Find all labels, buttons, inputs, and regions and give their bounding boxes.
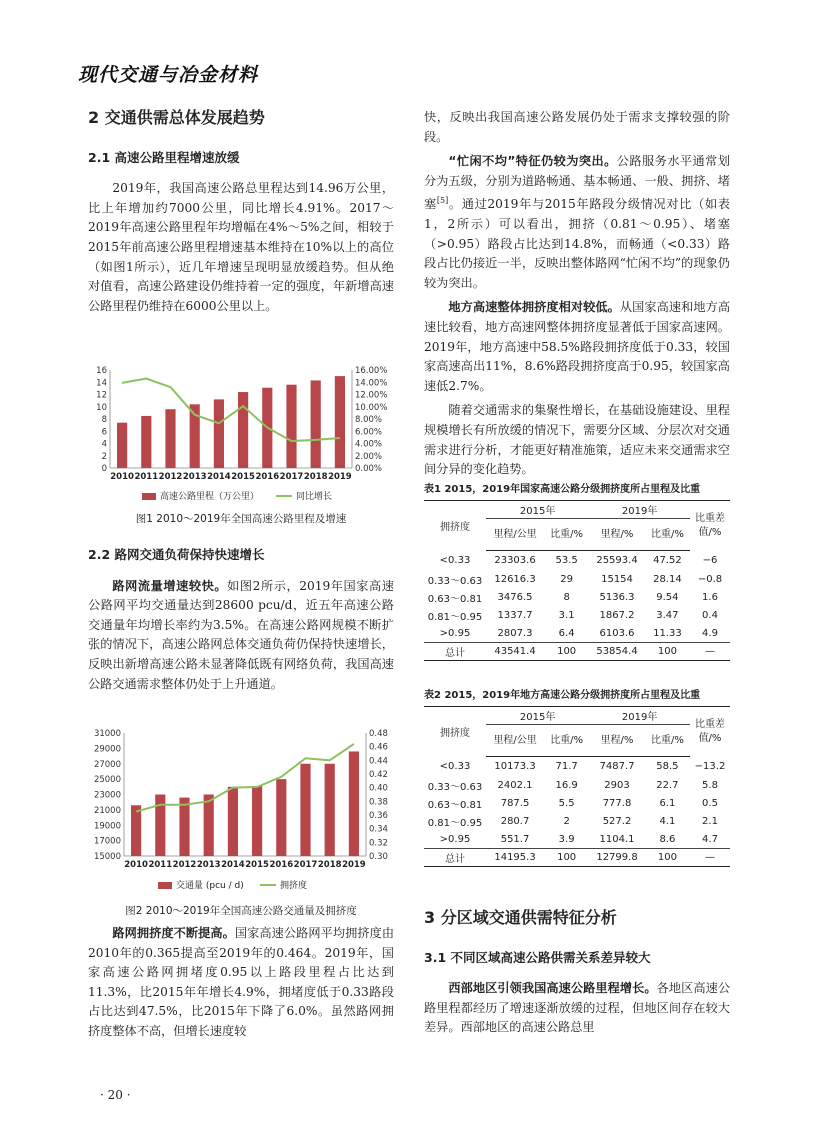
bar xyxy=(238,392,248,468)
paragraph-8-lead: 西部地区引领我国高速公路里程增长。 xyxy=(448,981,657,996)
table-2-cell: 0.33～0.63 xyxy=(427,782,483,793)
x-tick-label: 2019 xyxy=(342,860,366,870)
table-1-cell: 3.1 xyxy=(558,610,575,621)
left-column-mid xyxy=(88,545,394,694)
table-2-year-2015: 2015年 xyxy=(486,707,589,725)
table-2-row xyxy=(424,813,730,831)
table-1-row xyxy=(424,607,730,625)
y-tick-label-left: 10 xyxy=(96,402,107,413)
x-tick-label: 2012 xyxy=(158,472,183,482)
y-tick-label-right: 0.36 xyxy=(369,811,388,821)
table-2-cell: 10173.3 xyxy=(494,761,536,773)
table-1-col-head: 拥挤度 xyxy=(424,501,486,551)
y-tick-label-right: 0.48 xyxy=(369,729,388,739)
legend-label-bar: 高速公路里程（万公里） xyxy=(160,492,260,502)
y-tick-label-left: 12 xyxy=(96,390,107,401)
paragraph-5-text-a: 公路服务水平通常划分为五级，分别为道路畅通、基本畅通、一般、拥挤、堵塞 xyxy=(424,154,730,212)
table-2-cell: 4.1 xyxy=(659,816,676,827)
x-tick-label: 2018 xyxy=(317,860,342,870)
table-1-cell: 8 xyxy=(563,592,570,603)
table-1-row xyxy=(424,571,730,589)
table-2-row xyxy=(424,777,730,795)
table-1-cell: 6.4 xyxy=(558,627,575,639)
x-tick-label: 2013 xyxy=(182,472,207,482)
x-tick-label: 2017 xyxy=(279,472,304,482)
table-1-cell: — xyxy=(690,643,730,661)
x-tick-label: 2016 xyxy=(269,860,294,870)
bar xyxy=(276,779,286,856)
y-tick-label-left: 25000 xyxy=(93,775,121,786)
paragraph-6 xyxy=(424,298,730,396)
table-1-cell: 25593.4 xyxy=(596,555,638,567)
y-tick-label-right: 0.34 xyxy=(369,824,388,835)
table-1-cell: 28.14 xyxy=(653,574,682,585)
table-1-cell: 2807.3 xyxy=(497,627,533,639)
figure-2-chart xyxy=(88,728,394,898)
y-tick-label-left: 0 xyxy=(101,464,107,474)
table-1-total-row xyxy=(424,643,730,661)
table-1-cell: 0.63～0.81 xyxy=(427,594,483,605)
page-number: · 20 · xyxy=(100,1088,131,1102)
table-1-cell: >0.95 xyxy=(439,627,471,639)
bar xyxy=(165,409,175,468)
y-tick-label-right: 6.00% xyxy=(355,427,383,438)
bar xyxy=(252,786,262,856)
table-1-cell: 53854.4 xyxy=(589,643,645,661)
table-2-subhead: 里程/% xyxy=(589,725,645,757)
table-1-cell: 5136.3 xyxy=(599,592,635,603)
x-tick-label: 2013 xyxy=(196,860,221,870)
line-series xyxy=(136,744,354,812)
table-2 xyxy=(424,706,730,867)
table-2-subhead: 比重/% xyxy=(645,725,690,757)
y-tick-label-left: 2 xyxy=(101,451,107,462)
x-tick-label: 2015 xyxy=(231,472,255,482)
table-1-cell: 0.81～0.95 xyxy=(427,612,483,623)
table-1-cell: 47.52 xyxy=(653,555,682,567)
section-2-2-heading: 2.2 路网交通负荷保持快速增长 xyxy=(88,547,265,562)
y-tick-label-right: 4.00% xyxy=(355,439,383,450)
bar xyxy=(325,764,335,856)
table-2-cell: 16.9 xyxy=(555,780,578,791)
bar xyxy=(204,795,214,857)
table-2-subhead: 里程/公里 xyxy=(486,725,544,757)
table-1-cell: 4.9 xyxy=(702,627,718,639)
bar xyxy=(335,376,345,468)
table-2-cell: 777.8 xyxy=(602,798,632,809)
x-tick-label: 2014 xyxy=(207,472,231,482)
paragraph-3-lead: 路网拥挤度不断提高。 xyxy=(112,926,235,940)
citation-5: [5] xyxy=(436,196,449,206)
paragraph-5 xyxy=(424,152,730,293)
table-1-cell: 1.6 xyxy=(702,592,718,603)
paragraph-6-text: 从国家高速和地方高速比较看，地方高速网整体拥挤度显著低于国家高速网。2019年，地方高速中58.5%路段拥挤度低于0.33，较国家高速高出11%，8.6%路段拥挤度高于0.95，较国家高速低2.7%。 xyxy=(424,300,731,393)
journal-title: 现代交通与冶金材料 xyxy=(78,64,259,86)
table-2-cell: 6.1 xyxy=(659,798,676,809)
bar xyxy=(155,795,165,857)
table-1-cell: 11.33 xyxy=(653,627,682,639)
x-tick-label: 2018 xyxy=(303,472,328,482)
table-1-caption: 表1 2015，2019年国家高速公路分级拥挤度所占里程及比重 xyxy=(424,484,701,495)
table-1-cell: 6103.6 xyxy=(599,627,635,639)
bar xyxy=(311,380,321,468)
table-1-cell: 0.4 xyxy=(702,610,718,621)
table-2-cell: 2903 xyxy=(604,780,630,791)
table-2-cell: — xyxy=(690,849,730,867)
y-tick-label-left: 16 xyxy=(96,366,107,376)
paragraph-1: 2019年，我国高速公路总里程达到14.96万公里，比上年增加约7000公里，同比增长4.91%。2017～2019年高速公路里程年均增幅在4%～5%之间，相较于2015年前高速公路里程增速基本维持在10%以上的高位（如图1所示），近几年增速呈现明显放缓趋势。但从绝对值看，高速公路建设仍维持着一定的强度，年新增高速公路里程仍维持在6000公里以上。 xyxy=(88,181,394,313)
figure-1-caption: 图1 2010～2019年全国高速公路里程及增速 xyxy=(135,513,347,525)
paragraph-3 xyxy=(88,924,394,1042)
table-1-cell: 总计 xyxy=(424,643,486,661)
paragraph-8-text: 各地区高速公路里程都经历了增速逐渐放缓的过程，但地区间存在较大差异。西部地区的高速公路总里 xyxy=(424,981,731,1035)
table-2-year-2019: 2019年 xyxy=(589,707,690,725)
table-2-cell: 2 xyxy=(563,816,570,827)
table-2-cell: 100 xyxy=(544,849,589,867)
bar xyxy=(141,416,151,468)
section-2-heading: 2 交通供需总体发展趋势 xyxy=(88,108,265,127)
y-tick-label-right: 0.38 xyxy=(369,797,388,808)
y-tick-label-right: 14.00% xyxy=(355,378,388,389)
table-1-cell: 1867.2 xyxy=(599,610,635,621)
right-column-bottom xyxy=(424,908,730,1038)
paragraph-7: 随着交通需求的集聚性增长，在基础设施建设、里程规模增长有所放缓的情况下，需要分区域、分层次对交通需求进行分析，才能更好精准施策，适应未来交通需求空间分异的变化趋势。 xyxy=(424,403,730,477)
y-tick-label-left: 6 xyxy=(101,427,107,438)
table-2-total-row xyxy=(424,849,730,867)
y-tick-label-left: 23000 xyxy=(93,790,121,801)
table-1-subhead: 比重/% xyxy=(544,519,589,551)
paragraph-2-text: 如图2所示，2019年国家高速公路网平均交通量达到28600 pcu/d，近五年高速公路交通量年均增长率约为3.5%。在高速公路网规模不断扩张的情况下，高速公路网总体交通负荷仍保持快速增长，反映出新增高速公路未显著降低既有网络负荷，我国高速公路交通需求整体仍处于上升通道。 xyxy=(88,578,394,691)
bar xyxy=(286,385,296,468)
paragraph-2-lead: 路网流量增速较快。 xyxy=(112,578,228,593)
bar xyxy=(349,751,359,856)
legend-label-line: 拥挤度 xyxy=(280,881,308,891)
section-3-1-heading: 3.1 不同区域高速公路供需关系差异较大 xyxy=(424,949,651,965)
line-series xyxy=(122,379,340,441)
table-2-cell: 0.63～0.81 xyxy=(427,800,483,811)
left-column-top xyxy=(88,108,394,316)
table-1-cell: −6 xyxy=(702,555,718,566)
table-2-cell: 527.2 xyxy=(602,816,632,827)
y-tick-label-right: 0.46 xyxy=(369,742,388,753)
x-tick-label: 2016 xyxy=(255,472,280,482)
table-1 xyxy=(424,500,730,661)
x-tick-label: 2015 xyxy=(245,860,269,870)
table-2-cell: 7487.7 xyxy=(599,761,635,773)
table-1-cell: 23303.6 xyxy=(494,555,536,567)
y-tick-label-left: 27000 xyxy=(93,759,121,770)
table-1-cell: 9.54 xyxy=(656,592,679,603)
table-2-cell: 787.5 xyxy=(500,798,530,809)
right-column-top xyxy=(424,108,730,480)
x-tick-label: 2011 xyxy=(134,472,159,482)
table-1-cell: 1337.7 xyxy=(497,610,533,621)
figure-1-chart xyxy=(88,364,394,504)
legend-label-bar: 交通量 (pcu / d) xyxy=(176,881,244,891)
table-1-year-2019: 2019年 xyxy=(589,501,690,519)
y-tick-label-left: 19000 xyxy=(93,821,121,832)
table-1-cell: 100 xyxy=(645,643,690,661)
table-2-cell: 5.8 xyxy=(702,780,718,791)
table-2-col-head: 拥挤度 xyxy=(424,707,486,757)
y-tick-label-left: 4 xyxy=(101,439,107,450)
y-tick-label-right: 0.00% xyxy=(355,464,383,474)
y-tick-label-left: 8 xyxy=(101,415,107,425)
legend-swatch-bar xyxy=(142,493,156,500)
table-2-cell: 58.5 xyxy=(656,761,679,773)
x-tick-label: 2017 xyxy=(293,860,318,870)
table-2-cell: 4.7 xyxy=(702,833,718,845)
paragraph-6-lead: 地方高速整体拥挤度相对较低。 xyxy=(448,300,620,315)
paragraph-5-lead: “忙闲不均”特征仍较为突出。 xyxy=(448,154,617,169)
y-tick-label-right: 12.00% xyxy=(355,390,388,401)
table-1-cell: 43541.4 xyxy=(486,643,544,661)
table-1-row xyxy=(424,589,730,607)
table-1-cell: 12616.3 xyxy=(494,574,536,585)
paragraph-3-text: 国家高速公路网平均拥挤度由2010年的0.365提高至2019年的0.464。2019年，国家高速公路网拥堵度0.95以上路段里程占比达到11.3%，比2015年年增长4.9%，拥堵度低于0.33路段占比达到47.5%，比2015年下降了6.0%。虽然路网拥挤度整体不高，但增长速度较 xyxy=(88,926,395,1038)
y-tick-label-right: 0.42 xyxy=(369,770,388,780)
table-2-cell: 3.9 xyxy=(558,833,575,845)
table-2-cell: 总计 xyxy=(424,849,486,867)
bar xyxy=(131,805,141,856)
legend-label-line: 同比增长 xyxy=(296,492,333,502)
table-1-year-2015: 2015年 xyxy=(486,501,589,519)
table-1-cell: 0.33～0.63 xyxy=(427,576,483,587)
table-2-caption: 表2 2015，2019年地方高速公路分级拥挤度所占里程及比重 xyxy=(424,690,701,701)
table-2-cell: 0.5 xyxy=(702,798,718,809)
table-2-cell: 2.1 xyxy=(702,816,718,827)
table-2-cell: 71.7 xyxy=(555,761,578,773)
table-2-cell: 280.7 xyxy=(500,816,530,827)
x-tick-label: 2010 xyxy=(110,472,134,482)
figure-2-caption: 图2 2010～2019年全国高速公路交通量及拥挤度 xyxy=(125,905,357,917)
table-2-cell: 12799.8 xyxy=(589,849,645,867)
x-tick-label: 2014 xyxy=(221,860,245,870)
y-tick-label-left: 21000 xyxy=(93,805,121,816)
y-tick-label-right: 8.00% xyxy=(355,415,383,425)
table-2-cell: 551.7 xyxy=(500,833,530,845)
table-2-cell: <0.33 xyxy=(439,761,471,772)
bar xyxy=(300,764,310,856)
y-tick-label-right: 16.00% xyxy=(355,366,388,376)
table-1-cell: 100 xyxy=(544,643,589,661)
table-1-cell: 3.47 xyxy=(656,610,679,621)
y-tick-label-right: 10.00% xyxy=(355,402,388,413)
table-2-diff-head: 比重差值/% xyxy=(690,707,730,757)
table-1-cell: 15154 xyxy=(601,574,633,585)
section-2-1-heading: 2.1 高速公路里程增速放缓 xyxy=(88,149,240,165)
y-tick-label-right: 0.32 xyxy=(369,838,388,849)
table-2-cell: 1104.1 xyxy=(599,833,635,845)
table-1-diff-head: 比重差值/% xyxy=(690,501,730,551)
y-tick-label-right: 2.00% xyxy=(355,451,383,462)
table-2-cell: 22.7 xyxy=(656,780,679,791)
paragraph-8 xyxy=(424,979,730,1038)
x-tick-label: 2019 xyxy=(328,472,352,482)
section-3-heading: 3 分区域交通供需特征分析 xyxy=(424,908,617,927)
table-1-cell: <0.33 xyxy=(439,555,471,566)
table-2-cell: 14195.3 xyxy=(486,849,544,867)
y-tick-label-right: 0.30 xyxy=(369,852,388,862)
legend-swatch-bar xyxy=(158,882,172,889)
y-tick-label-left: 14 xyxy=(96,378,107,389)
table-2-cell: 100 xyxy=(645,849,690,867)
table-2-subhead: 比重/% xyxy=(544,725,589,757)
bar xyxy=(228,787,238,856)
table-1-cell: −0.8 xyxy=(697,574,723,585)
table-1-row xyxy=(424,625,730,643)
bar xyxy=(214,399,224,468)
y-tick-label-left: 29000 xyxy=(93,744,121,755)
x-tick-label: 2011 xyxy=(148,860,173,870)
table-2-cell: 8.6 xyxy=(659,833,676,845)
paragraph-5-text-b: 。通过2019年与2015年路段分级情况对比（如表1，2所示）可以看出，拥挤（0.81～0.95）、堵塞（>0.95）路段占比达到14.8%，而畅通（<0.33）路段占比仍接近一半，反映出整体路网“忙闲不均”的现象仍较为突出。 xyxy=(424,197,730,290)
table-2-row xyxy=(424,831,730,849)
table-1-subhead: 比重/% xyxy=(645,519,690,551)
paragraph-2 xyxy=(88,577,394,695)
bar xyxy=(179,798,189,856)
x-tick-label: 2012 xyxy=(172,860,197,870)
table-2-row xyxy=(424,795,730,813)
y-tick-label-left: 17000 xyxy=(93,836,121,847)
y-tick-label-left: 15000 xyxy=(93,852,121,862)
table-2-cell: 5.5 xyxy=(558,798,575,809)
table-1-subhead: 里程/公里 xyxy=(486,519,544,551)
table-1-cell: 3476.5 xyxy=(497,592,533,603)
table-2-cell: 2402.1 xyxy=(497,780,533,791)
y-tick-label-left: 31000 xyxy=(93,729,121,739)
y-tick-label-right: 0.40 xyxy=(369,783,388,794)
table-2-cell: >0.95 xyxy=(439,833,471,845)
table-1-cell: 29 xyxy=(560,574,573,585)
x-tick-label: 2010 xyxy=(124,860,148,870)
bar xyxy=(117,423,127,468)
table-2-cell: 0.81～0.95 xyxy=(427,818,483,829)
table-1-row xyxy=(424,551,730,571)
table-2-row xyxy=(424,757,730,777)
paragraph-4: 快，反映出我国高速公路发展仍处于需求支撑较强的阶段。 xyxy=(424,110,730,144)
y-tick-label-right: 0.44 xyxy=(369,756,388,767)
left-column-bottom xyxy=(88,924,394,1042)
table-1-subhead: 里程/% xyxy=(589,519,645,551)
table-1-cell: 53.5 xyxy=(555,555,578,567)
table-2-cell: −13.2 xyxy=(694,761,726,772)
